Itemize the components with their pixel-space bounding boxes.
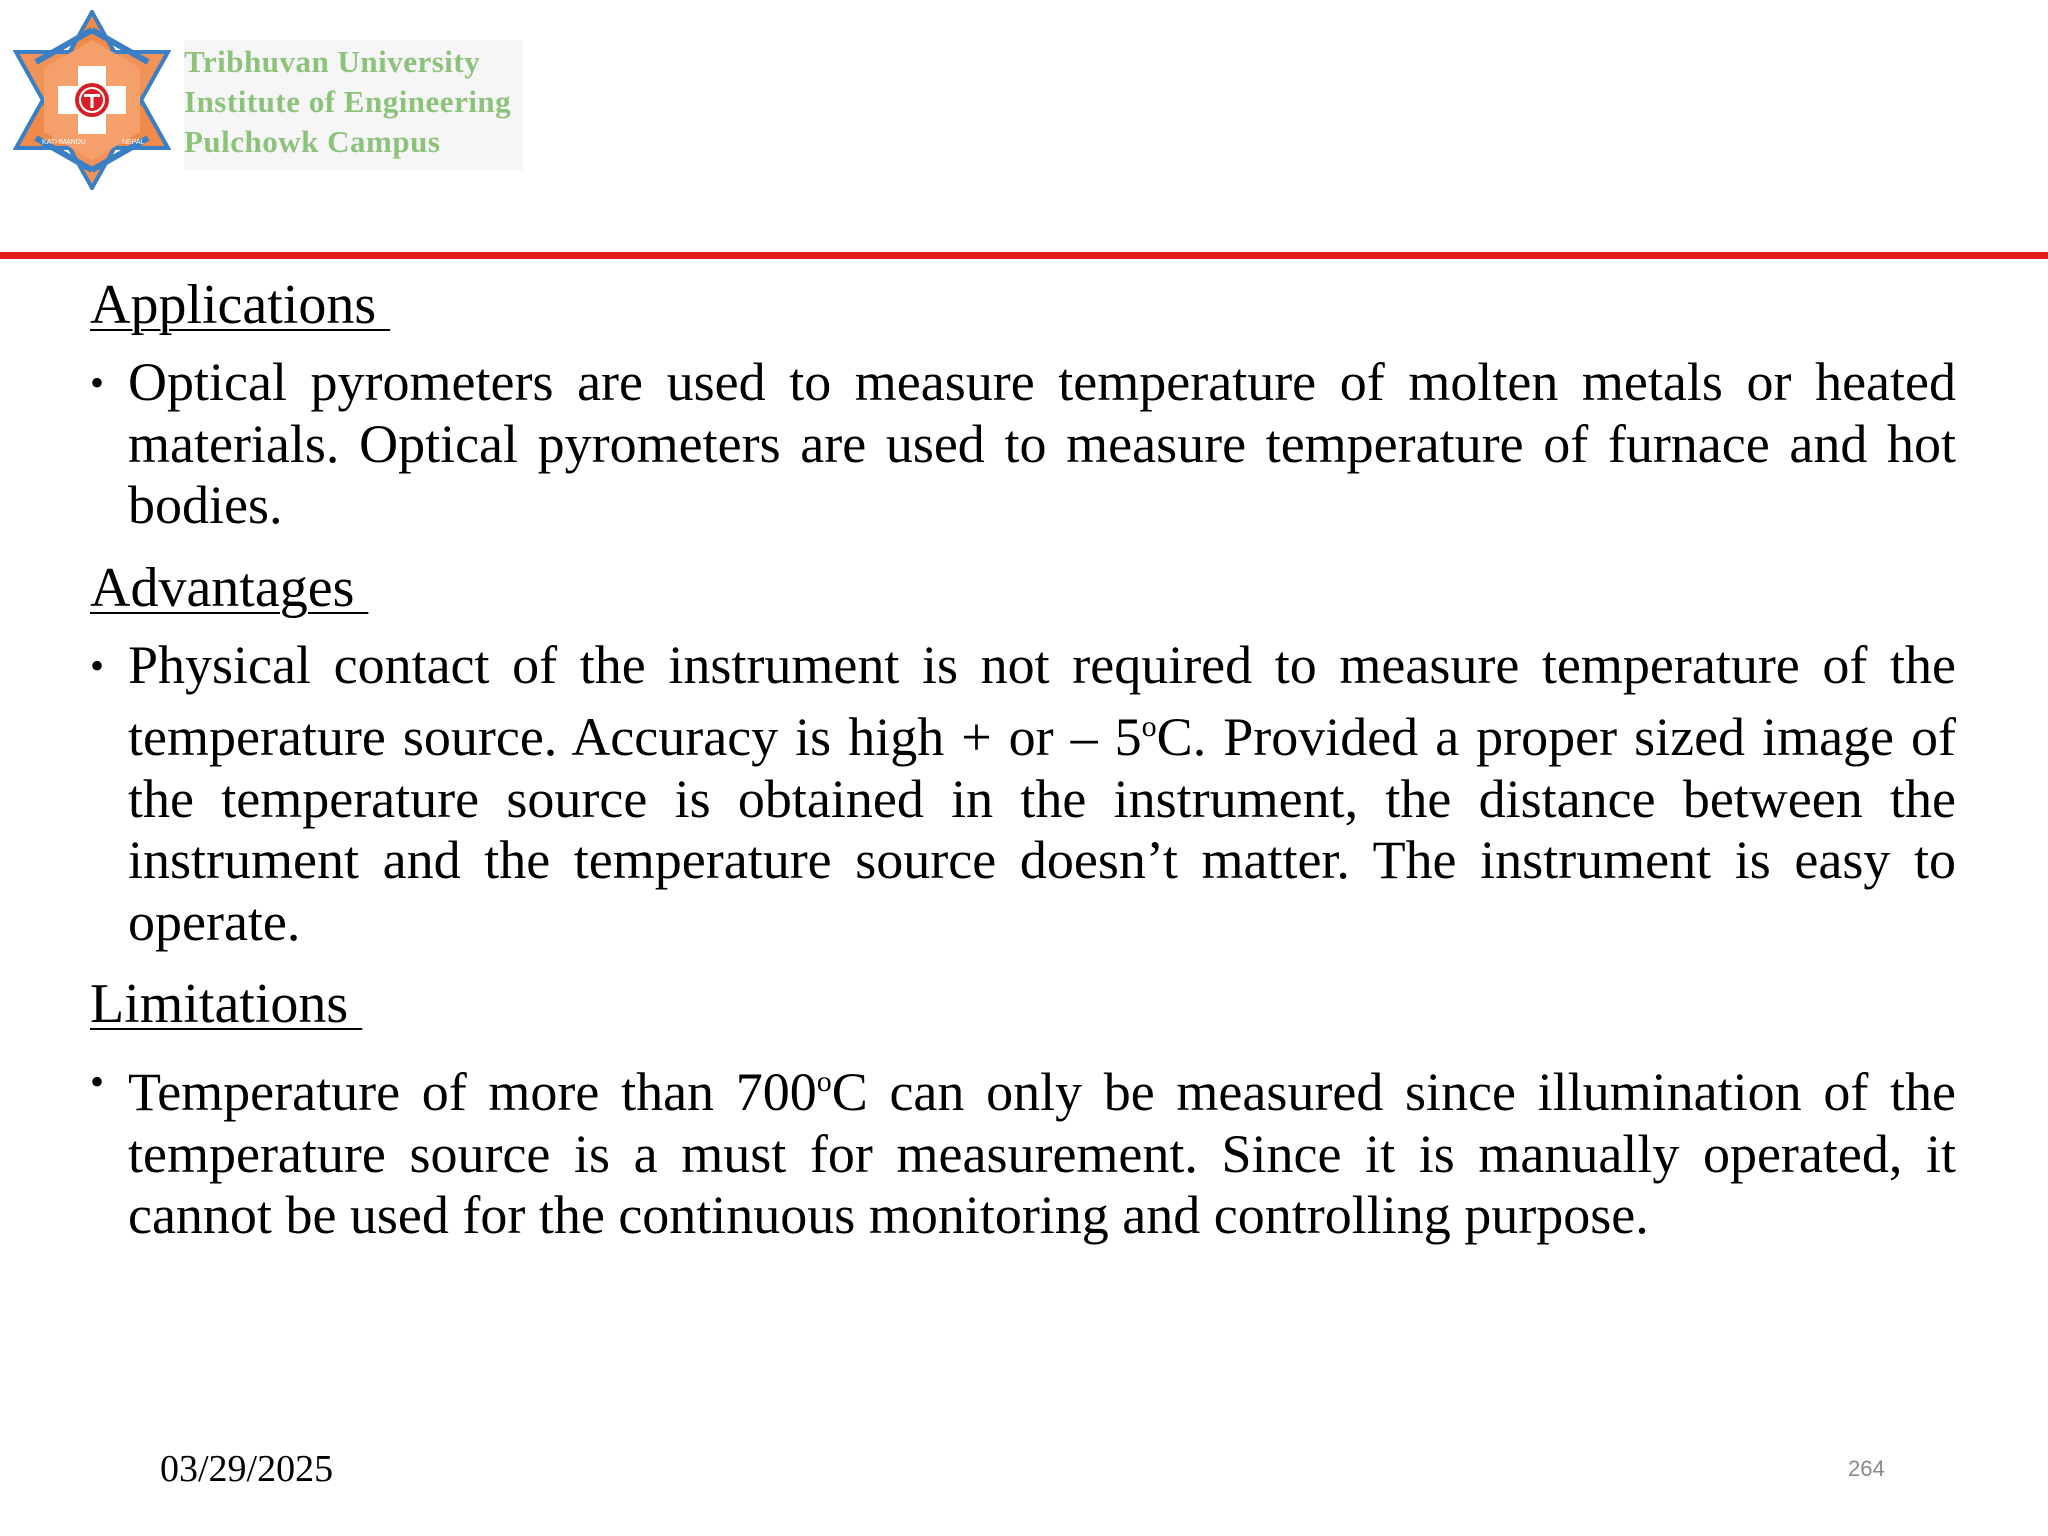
footer-date: 03/29/2025 (160, 1448, 334, 1490)
slide-number: 264 (1848, 1456, 1885, 1481)
applications-bullet-text: Optical pyrometers are used to measure temperature of molten metals or heated materials. Optical pyrometers are used to measure temperature of furnace and hot bodies. (128, 352, 1956, 535)
institution-line-campus: Pulchowk Campus (184, 124, 441, 159)
applications-bullet (90, 352, 1956, 537)
institution-line-institute: Institute of Engineering (184, 84, 512, 119)
limitations-heading: Limitations (90, 973, 363, 1035)
logo-seal-text-left: KATHMANDU (42, 139, 86, 146)
header-divider (0, 252, 2048, 259)
advantages-text-part-2: C. Provided a proper sized image of the temperature source is obtained in the instrument, the distance between the instrument and the temperature source doesn’t matter. The instrument is easy to operate. (128, 707, 1956, 952)
slide-body (90, 272, 1956, 1265)
bullet-icon: • (90, 642, 105, 688)
institution-name-block (184, 40, 523, 170)
slide-header (0, 0, 2048, 250)
institution-line-university: Tribhuvan University (184, 44, 481, 79)
applications-heading: Applications (90, 274, 391, 336)
advantages-bullet (90, 635, 1956, 954)
degree-superscript: o (1141, 710, 1157, 743)
degree-superscript: o (816, 1065, 832, 1098)
limitations-bullet (90, 1051, 1956, 1247)
limitations-text-part-1: Temperature of more than 700 (128, 1062, 817, 1122)
logo-seal-text-right: NEPAL (122, 139, 145, 146)
advantages-heading: Advantages (90, 556, 369, 619)
limitations-text-part-2: C can only be measured since illumination of the temperature source is a must for measurement. Since it is manually operated, it cannot be used for the continuous monitoring and controlling purpose. (128, 1062, 1956, 1245)
advantages-text-part-1: Physical contact of the instrument is not required to measure temperature of the temperature source. Accuracy is high + or – 5 (128, 634, 1956, 767)
limitations-bullet-text (128, 1051, 1956, 1247)
bullet-icon: • (90, 1059, 105, 1104)
bullet-icon: • (90, 360, 105, 405)
advantages-bullet-text (128, 635, 1956, 954)
university-logo-icon (12, 10, 172, 190)
